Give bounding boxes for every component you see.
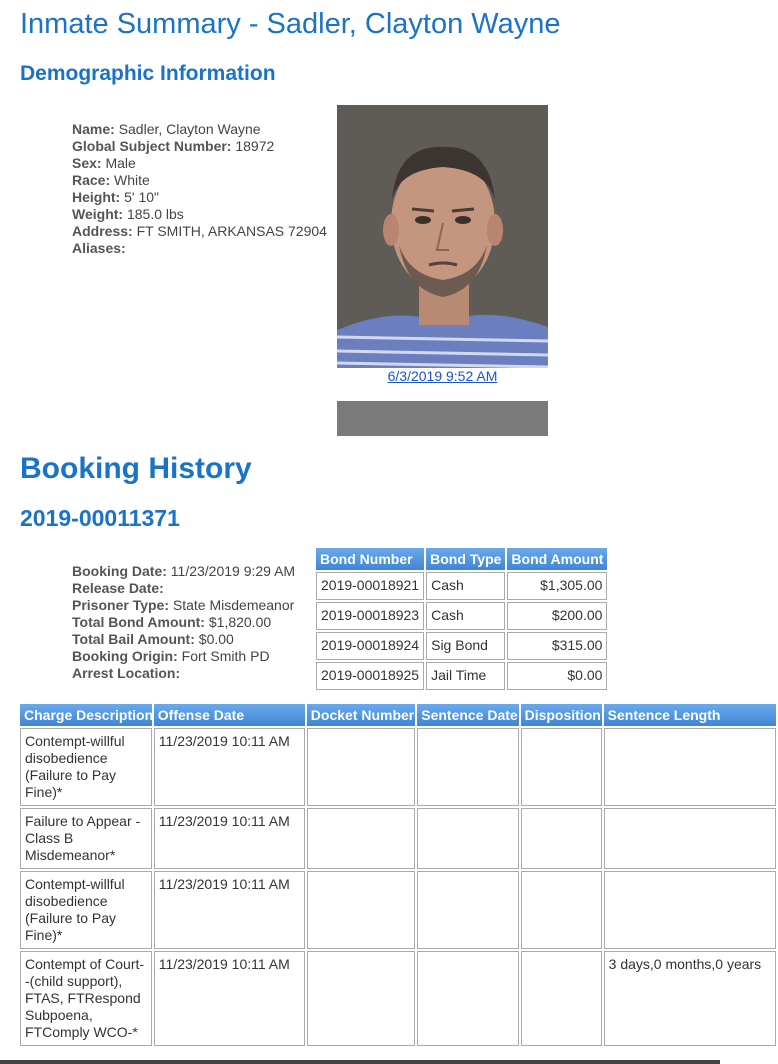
table-cell bbox=[521, 728, 602, 806]
table-cell bbox=[521, 871, 602, 949]
field-label: Weight: bbox=[72, 206, 124, 222]
table-row bbox=[316, 602, 607, 630]
table-row bbox=[20, 951, 776, 1046]
field-label: Booking Date: bbox=[72, 563, 167, 579]
table-cell bbox=[417, 808, 518, 869]
column-header: Sentence Length bbox=[604, 704, 776, 726]
page-title: Inmate Summary - Sadler, Clayton Wayne bbox=[20, 8, 561, 40]
table-cell: Jail Time bbox=[426, 662, 505, 690]
field-row bbox=[72, 138, 327, 155]
table-cell bbox=[604, 808, 776, 869]
field-row bbox=[72, 172, 327, 189]
table-cell: 11/23/2019 10:11 AM bbox=[154, 728, 305, 806]
charges-container bbox=[18, 702, 762, 1064]
table-cell bbox=[417, 871, 518, 949]
table-cell bbox=[307, 808, 415, 869]
field-value: 11/23/2019 9:29 AM bbox=[170, 563, 296, 579]
column-header: Bond Type bbox=[426, 548, 505, 570]
field-label: Global Subject Number: bbox=[72, 138, 232, 154]
bond-table bbox=[314, 546, 609, 692]
field-row bbox=[72, 648, 295, 665]
field-value: Fort Smith PD bbox=[181, 648, 270, 664]
field-label: Race: bbox=[72, 172, 111, 188]
booking-number: 2019-00011371 bbox=[20, 505, 180, 531]
table-cell bbox=[604, 728, 776, 806]
field-label: Aliases: bbox=[72, 240, 126, 256]
table-cell: 11/23/2019 10:11 AM bbox=[154, 871, 305, 949]
field-value: State Misdemeanor bbox=[172, 597, 295, 613]
bond-table-header bbox=[316, 548, 607, 570]
column-header: Offense Date bbox=[154, 704, 305, 726]
second-photo-thumbnail[interactable] bbox=[337, 401, 548, 436]
charge-table-body bbox=[20, 728, 776, 1046]
column-header: Sentence Date bbox=[417, 704, 518, 726]
table-cell bbox=[417, 951, 518, 1046]
table-row bbox=[20, 728, 776, 806]
field-value: Male bbox=[105, 155, 136, 171]
table-cell: $200.00 bbox=[507, 602, 607, 630]
table-row bbox=[20, 871, 776, 949]
field-value: White bbox=[114, 172, 150, 188]
table-cell: Cash bbox=[426, 602, 505, 630]
field-row bbox=[72, 189, 327, 206]
field-label: Arrest Location: bbox=[72, 665, 181, 681]
table-cell: 11/23/2019 10:11 AM bbox=[154, 808, 305, 869]
field-value: 18972 bbox=[235, 138, 275, 154]
table-cell: $315.00 bbox=[507, 632, 607, 660]
field-value: Sadler, Clayton Wayne bbox=[118, 121, 261, 137]
field-row bbox=[72, 597, 295, 614]
field-label: Booking Origin: bbox=[72, 648, 178, 664]
photo-date-link[interactable]: 6/3/2019 9:52 AM bbox=[387, 368, 498, 384]
table-row bbox=[316, 632, 607, 660]
charge-table bbox=[18, 702, 778, 1048]
table-cell: 2019-00018923 bbox=[316, 602, 424, 630]
table-cell: 3 days,0 months,0 years bbox=[604, 951, 776, 1046]
field-label: Total Bail Amount: bbox=[72, 631, 195, 647]
table-cell: $0.00 bbox=[507, 662, 607, 690]
field-label: Prisoner Type: bbox=[72, 597, 169, 613]
column-header: Bond Number bbox=[316, 548, 424, 570]
column-header: Charge Description bbox=[20, 704, 152, 726]
table-cell: Cash bbox=[426, 572, 505, 600]
charge-table-header bbox=[20, 704, 776, 726]
demographic-heading: Demographic Information bbox=[20, 62, 276, 85]
table-cell: Sig Bond bbox=[426, 632, 505, 660]
table-cell bbox=[417, 728, 518, 806]
booking-history-heading: Booking History bbox=[20, 452, 252, 485]
field-row bbox=[72, 240, 327, 257]
table-row bbox=[316, 662, 607, 690]
mugshot-photo[interactable] bbox=[337, 105, 548, 368]
booking-fields bbox=[72, 563, 295, 682]
field-label: Release Date: bbox=[72, 580, 164, 596]
field-row bbox=[72, 614, 295, 631]
table-cell bbox=[521, 951, 602, 1046]
field-row bbox=[72, 206, 327, 223]
field-row bbox=[72, 580, 295, 597]
table-row bbox=[316, 572, 607, 600]
field-row bbox=[72, 155, 327, 172]
table-cell: Contempt of Court--(child support), FTAS, FTRespond Subpoena, FTComply WCO-* bbox=[20, 951, 152, 1046]
table-cell: 2019-00018924 bbox=[316, 632, 424, 660]
table-cell: $1,305.00 bbox=[507, 572, 607, 600]
field-value: 5' 10" bbox=[124, 189, 159, 205]
demographic-fields bbox=[72, 121, 327, 257]
table-cell: 2019-00018925 bbox=[316, 662, 424, 690]
table-cell bbox=[307, 951, 415, 1046]
table-cell: Contempt-willful disobedience (Failure to Pay Fine)* bbox=[20, 871, 152, 949]
field-label: Sex: bbox=[72, 155, 102, 171]
table-cell: Failure to Appear - Class B Misdemeanor* bbox=[20, 808, 152, 869]
field-label: Height: bbox=[72, 189, 121, 205]
field-row bbox=[72, 223, 327, 240]
table-cell bbox=[307, 728, 415, 806]
table-cell bbox=[307, 871, 415, 949]
column-header: Bond Amount bbox=[507, 548, 607, 570]
table-cell: Contempt-willful disobedience (Failure to Pay Fine)* bbox=[20, 728, 152, 806]
field-label: Name: bbox=[72, 121, 115, 137]
table-row bbox=[20, 808, 776, 869]
field-value: FT SMITH, ARKANSAS 72904 bbox=[136, 223, 327, 239]
field-row bbox=[72, 631, 295, 648]
field-row bbox=[72, 563, 295, 580]
table-cell bbox=[521, 808, 602, 869]
table-cell: 11/23/2019 10:11 AM bbox=[154, 951, 305, 1046]
column-header: Disposition bbox=[521, 704, 602, 726]
bond-table-body bbox=[316, 572, 607, 690]
field-label: Total Bond Amount: bbox=[72, 614, 205, 630]
column-header: Docket Number bbox=[307, 704, 415, 726]
bottom-divider bbox=[0, 1060, 720, 1064]
field-value: $0.00 bbox=[198, 631, 234, 647]
field-value: 185.0 lbs bbox=[126, 206, 184, 222]
field-value: $1,820.00 bbox=[208, 614, 272, 630]
table-cell bbox=[604, 871, 776, 949]
table-cell: 2019-00018921 bbox=[316, 572, 424, 600]
mugshot-image bbox=[337, 105, 548, 368]
field-row bbox=[72, 121, 327, 138]
field-label: Address: bbox=[72, 223, 133, 239]
field-row bbox=[72, 665, 295, 682]
